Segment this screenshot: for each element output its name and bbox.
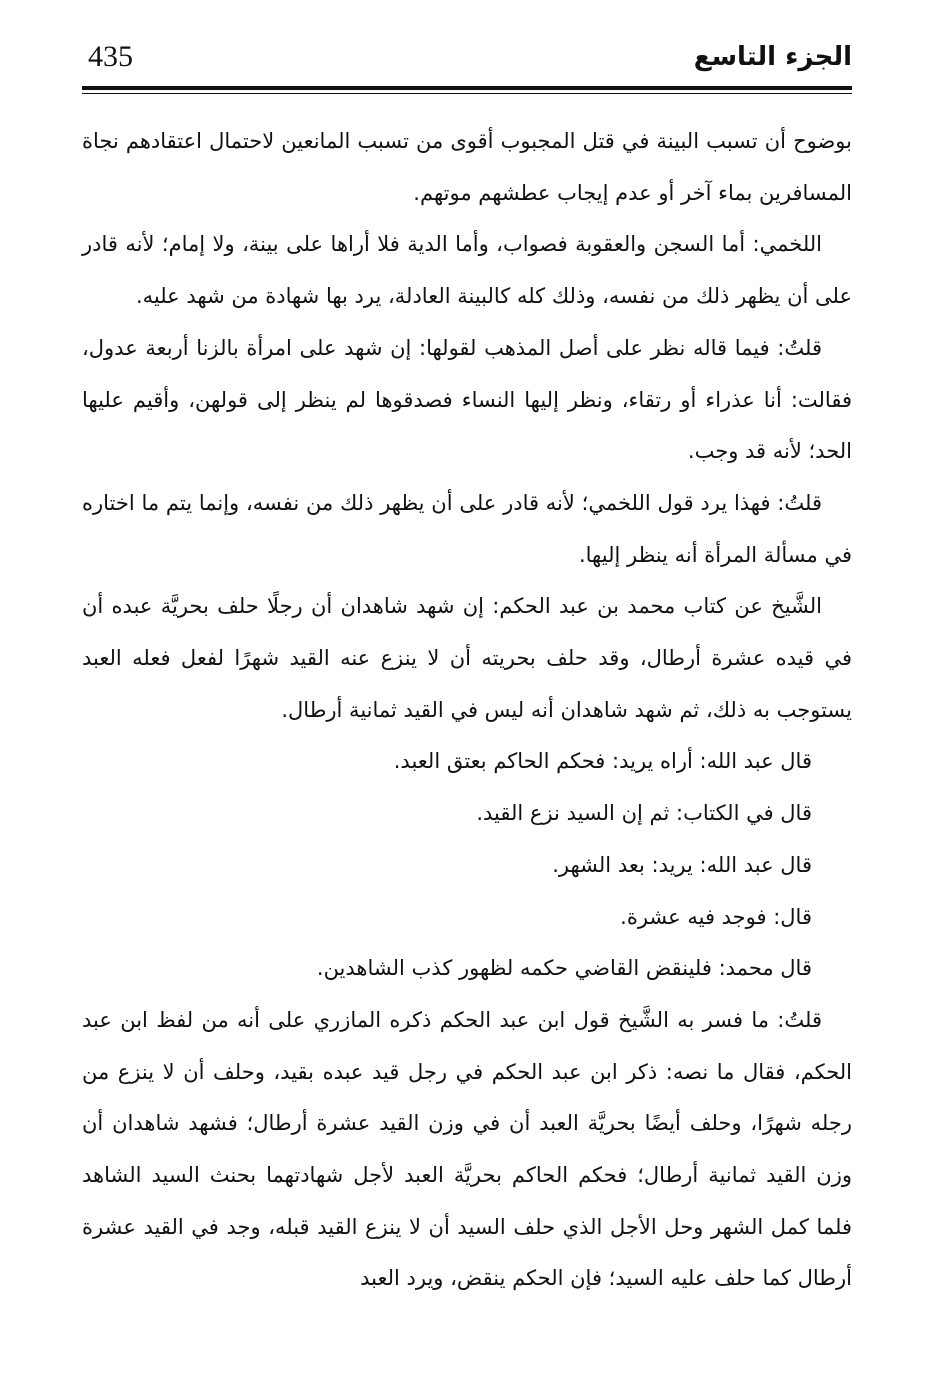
paragraph: قلتُ: فيما قاله نظر على أصل المذهب لقولها: إن شهد على امرأة بالزنا أربعة عدول، فقالت: أنا عذراء أو رتقاء، ونظر إليها النساء فصدقوها لم ينظر إلى قولهن، وأقيم عليها الحد؛ لأنه قد وجب. — [82, 335, 852, 464]
header-rule-thin — [82, 93, 852, 94]
header-rule-thick — [82, 86, 852, 90]
paragraph: قلتُ: فهذا يرد قول اللخمي؛ لأنه قادر على أن يظهر ذلك من نفسه، وإنما يتم ما اختاره في مسألة المرأة أنه ينظر إليها. — [82, 490, 852, 567]
paragraph: قال في الكتاب: ثم إن السيد نزع القيد. — [476, 801, 812, 826]
chapter-title: الجزء التاسع — [693, 42, 852, 72]
paragraph: قال: فوجد فيه عشرة. — [620, 904, 812, 929]
paragraph: قال عبد الله: أراه يريد: فحكم الحاكم بعتق العبد. — [393, 749, 812, 774]
paragraph: قال عبد الله: يريد: بعد الشهر. — [552, 852, 812, 877]
paragraph: بوضوح أن تسبب البينة في قتل المجبوب أقوى من تسبب المانعين لاحتمال اعتقادهم نجاة المسافرين بماء آخر أو عدم إيجاب عطشهم موتهم. — [82, 129, 852, 205]
paragraph: قال محمد: فلينقض القاضي حكمه لظهور كذب الشاهدين. — [316, 956, 812, 981]
page-number: 435 — [88, 40, 133, 73]
body-text — [82, 116, 852, 1305]
paragraph: الشَّيخ عن كتاب محمد بن عبد الحكم: إن شهد شاهدان أن رجلًا حلف بحريَّة عبده أن في قيده عشرة أرطال، وقد حلف بحريته أن لا ينزع عنه القيد شهرًا لفعل فعله العبد يستوجب به ذلك، ثم شهد شاهدان أنه ليس في القيد ثمانية أرطال. — [82, 594, 852, 722]
paragraph: اللخمي: أما السجن والعقوبة فصواب، وأما الدية فلا أراها على بينة، ولا إمام؛ لأنه قادر على أن يظهر ذلك من نفسه، وذلك كله كالبينة العادلة، يرد بها شهادة من شهد عليه. — [82, 232, 852, 309]
paragraph: قلتُ: ما فسر به الشَّيخ قول ابن عبد الحكم ذكره المازري على أنه من لفظ ابن عبد الحكم، فقال ما نصه: ذكر ابن عبد الحكم في رجل قيد عبده بقيد، وحلف أن لا ينزع من رجله شهرًا، وحلف أيضًا بحريَّة العبد أن في وزن القيد عشرة أرطال؛ فشهد شاهدان أن وزن القيد ثمانية أرطال؛ فحكم الحاكم بحريَّة العبد لأجل شهادتهما بحنث السيد الشاهد فلما كمل الشهر وحل الأجل الذي حلف السيد أن لا ينزع القيد قبله، وجد في القيد عشرة أرطال كما حلف عليه السيد؛ فإن الحكم ينقض، ويرد العبد — [82, 1007, 852, 1291]
page-header — [82, 38, 852, 86]
